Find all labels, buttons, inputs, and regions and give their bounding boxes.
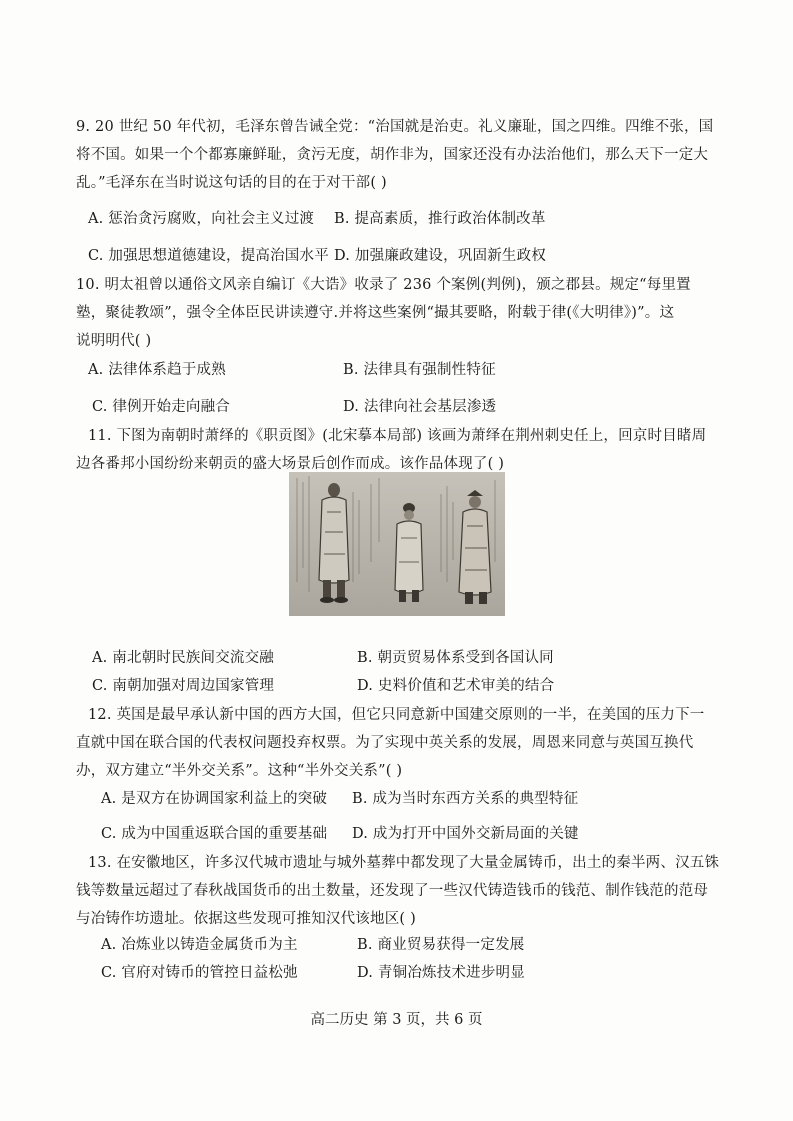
- q13-stem-line-2: 钱等数量远超过了春秋战国货币的出土数量，还发现了一些汉代铸造钱币的钱范、制作钱范的范母: [76, 883, 709, 899]
- q9-stem-line-2: 将不国。如果一个个都寡廉鲜耻，贪污无度，胡作非为，国家还没有办法治他们，那么天下一定大: [76, 147, 709, 163]
- q9-option-d: D. 加强廉政建设，巩固新生政权: [334, 248, 547, 264]
- q9-option-c: C. 加强思想道德建设，提高治国水平: [88, 248, 329, 264]
- q10-option-c: C. 律例开始走向融合: [92, 399, 230, 415]
- q9-option-a: A. 惩治贪污腐败，向社会主义过渡: [88, 211, 315, 227]
- q12-stem-line-3: 办，双方建立“半外交关系”。这种“半外交关系”( ): [76, 763, 403, 779]
- q13-option-b: B. 商业贸易获得一定发展: [357, 937, 525, 953]
- q10-stem-line-2: 塾，聚徒教颂”，强令全体臣民讲读遵守.并将这些案例“撮其要略，附载于律(《大明律》)”。这: [76, 305, 675, 321]
- q13-stem-line-3: 与冶铸作坊遗址。依据这些发现可推知汉代该地区( ): [76, 911, 416, 927]
- q11-stem-line-2: 边各番邦小国纷纷来朝贡的盛大场景后创作而成。该作品体现了( ): [76, 456, 505, 472]
- q10-option-d: D. 法律向社会基层渗透: [343, 399, 497, 415]
- q12-option-c: C. 成为中国重返联合国的重要基础: [101, 826, 328, 842]
- q13-option-c: C. 官府对铸币的管控日益松弛: [101, 965, 298, 981]
- q12-stem-line-1: 12. 英国是最早承认新中国的西方大国，但它只同意新中国建交原则的一半，在美国的压力下一: [88, 707, 705, 723]
- q9-stem-line-1: 9. 20 世纪 50 年代初，毛泽东曾告诫全党：“治国就是治吏。礼义廉耻，国之四维。四维不张，国: [76, 119, 714, 135]
- q10-option-b: B. 法律具有强制性特征: [343, 362, 496, 378]
- q12-option-d: D. 成为打开中国外交新局面的关键: [352, 826, 579, 842]
- q10-stem-line-1: 10. 明太祖曾以通俗文风亲自编订《大诰》收录了 236 个案例(判例)，颁之郡县。规定“每里置: [76, 277, 691, 293]
- q11-option-a: A. 南北朝时民族间交流交融: [92, 650, 274, 666]
- q11-option-c: C. 南朝加强对周边国家管理: [92, 678, 275, 694]
- q11-option-b: B. 朝贡贸易体系受到各国认同: [357, 650, 554, 666]
- q13-option-d: D. 青铜冶炼技术进步明显: [357, 965, 525, 981]
- q12-option-b: B. 成为当时东西方关系的典型特征: [352, 791, 579, 807]
- tribute-painting-image: [289, 472, 505, 616]
- q11-option-d: D. 史料价值和艺术审美的结合: [357, 678, 555, 694]
- q12-stem-line-2: 直就中国在联合国的代表权问题投弃权票。为了实现中英关系的发展，周恩来同意与英国互换代: [76, 735, 694, 751]
- q10-stem-line-3: 说明明代( ): [76, 333, 152, 349]
- q13-stem-line-1: 13. 在安徽地区，许多汉代城市遗址与城外墓葬中都发现了大量金属铸币，出土的秦半两、汉五铢: [88, 855, 720, 871]
- q9-stem-line-3: 乱。”毛泽东在当时说这句话的目的在于对干部( ): [76, 175, 387, 191]
- q12-option-a: A. 是双方在协调国家利益上的突破: [101, 791, 328, 807]
- tribute-painting-illustration: [289, 472, 505, 616]
- page-footer: 高二历史 第 3 页，共 6 页: [310, 1012, 483, 1028]
- q11-stem-line-1: 11. 下图为南朝时萧绎的《职贡图》(北宋摹本局部) 该画为萧绎在荆州刺史任上，回京时目睹周: [88, 428, 707, 444]
- q10-option-a: A. 法律体系趋于成熟: [88, 362, 226, 378]
- q13-option-a: A. 冶炼业以铸造金属货币为主: [101, 937, 298, 953]
- q9-option-b: B. 提高素质，推行政治体制改革: [334, 211, 546, 227]
